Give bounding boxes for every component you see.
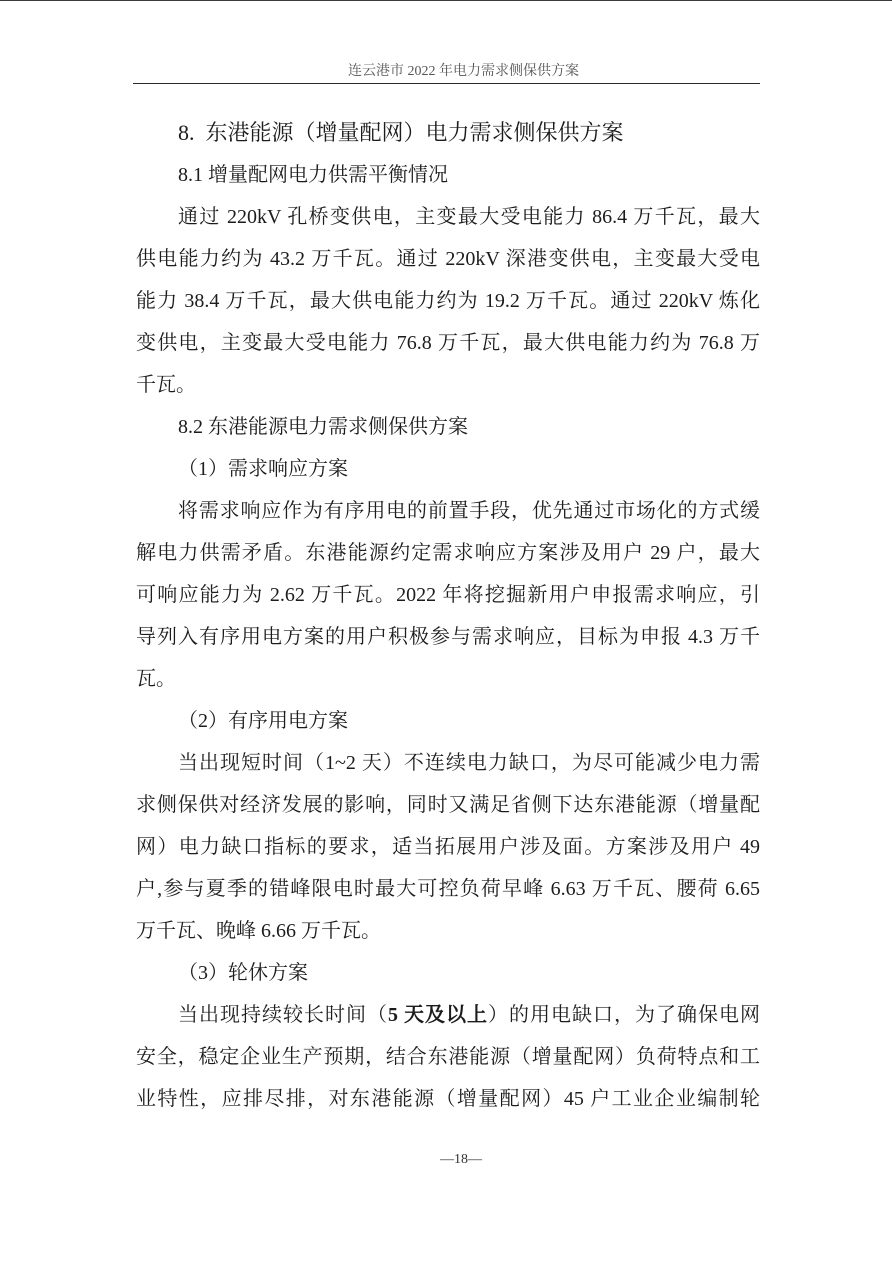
running-header: 连云港市 2022 年电力需求侧保供方案: [348, 64, 579, 79]
item-heading-rotation: （3）轮休方案: [178, 962, 308, 984]
paragraph-line: 变供电，主变最大受电能力 76.8 万千瓦，最大供电能力约为 76.8 万: [136, 332, 760, 354]
paragraph-demand-response: [136, 490, 760, 700]
subsection-heading-8-2: 8.2 东港能源电力需求侧保供方案: [178, 416, 468, 438]
paragraph-line: 将需求响应作为有序用电的前置手段，优先通过市场化的方式缓: [178, 500, 760, 522]
section-heading: 8. 东港能源（增量配网）电力需求侧保供方案: [178, 120, 624, 145]
paragraph-line: 万千瓦、晚峰 6.66 万千瓦。: [136, 920, 381, 942]
paragraph-rotation: [136, 994, 760, 1120]
paragraph-line: 供电能力约为 43.2 万千瓦。通过 220kV 深港变供电，主变最大受电: [136, 248, 760, 270]
paragraph-line: 求侧保供对经济发展的影响，同时又满足省侧下达东港能源（增量配: [136, 794, 760, 816]
line-text: ）的用电缺口，为了确保电网: [488, 1004, 760, 1026]
page-top-edge: [0, 0, 892, 1]
item-heading-orderly-use: （2）有序用电方案: [178, 710, 348, 732]
paragraph-orderly-use: [136, 742, 760, 952]
paragraph-line: 当出现短时间（1~2 天）不连续电力缺口，为尽可能减少电力需: [178, 752, 760, 774]
page-content: [136, 112, 760, 1120]
subsection-heading-8-1: 8.1 增量配网电力供需平衡情况: [178, 164, 448, 186]
paragraph-line: [136, 994, 760, 1036]
paragraph-line: 瓦。: [136, 668, 176, 690]
paragraph-line: 网）电力缺口指标的要求，适当拓展用户涉及面。方案涉及用户 49: [136, 836, 760, 858]
paragraph-line: 通过 220kV 孔桥变供电，主变最大受电能力 86.4 万千瓦，最大: [178, 206, 760, 228]
paragraph-line: 可响应能力为 2.62 万千瓦。2022 年将挖掘新用户申报需求响应，引: [136, 584, 760, 606]
paragraph-supply-balance: [136, 196, 760, 406]
paragraph-line: 业特性，应排尽排，对东港能源（增量配网）45 户工业企业编制轮: [136, 1088, 760, 1110]
paragraph-line: 导列入有序用电方案的用户积极参与需求响应，目标为申报 4.3 万千: [136, 626, 760, 648]
paragraph-line: 千瓦。: [136, 374, 196, 396]
paragraph-line: 解电力供需矛盾。东港能源约定需求响应方案涉及用户 29 户，最大: [136, 542, 760, 564]
item-heading-demand-response: （1）需求响应方案: [178, 458, 348, 480]
line-text: 当出现持续较长时间（: [178, 1004, 388, 1026]
page-number: —18—: [440, 1152, 482, 1167]
paragraph-line: 能力 38.4 万千瓦，最大供电能力约为 19.2 万千瓦。通过 220kV 炼化: [136, 290, 760, 312]
paragraph-line: 安全，稳定企业生产预期，结合东港能源（增量配网）负荷特点和工: [136, 1046, 760, 1068]
bold-duration-text: 5 天及以上: [388, 1004, 488, 1026]
header-rule: [133, 83, 760, 84]
paragraph-line: 户,参与夏季的错峰限电时最大可控负荷早峰 6.63 万千瓦、腰荷 6.65: [136, 878, 760, 900]
